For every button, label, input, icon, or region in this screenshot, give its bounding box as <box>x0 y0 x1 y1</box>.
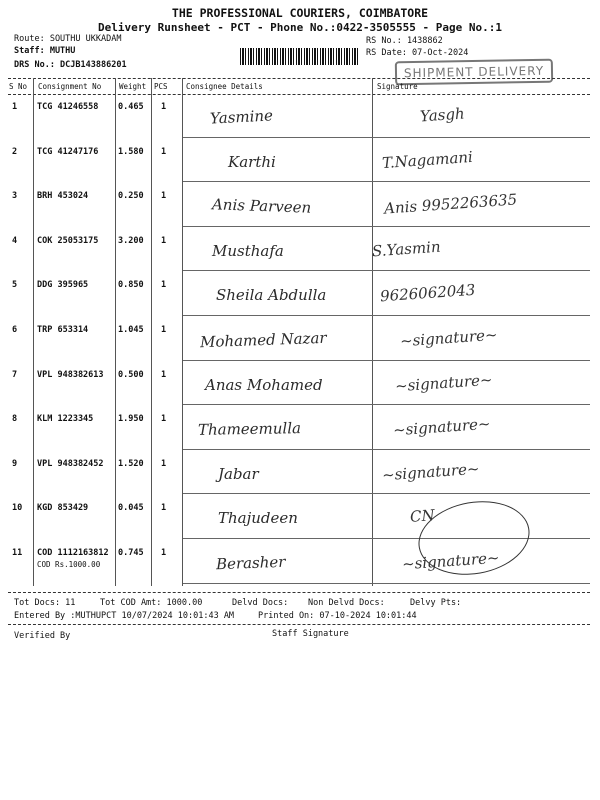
barcode <box>240 48 360 65</box>
col-divider <box>182 78 183 586</box>
consignee-name: Yasmine <box>209 106 274 128</box>
weight-value: 0.045 <box>118 503 144 514</box>
staff-label: Staff: MUTHU <box>14 46 76 56</box>
consignee-name: Mohamed Nazar <box>199 328 327 352</box>
footer-bottom-rule <box>8 624 590 625</box>
consignee-name: Anas Mohamed <box>205 375 323 394</box>
weight-value: 3.200 <box>118 235 144 246</box>
row-divider <box>183 449 590 450</box>
total-docs: Tot Docs: 11 <box>14 598 76 608</box>
pcs-value: 1 <box>161 102 167 112</box>
weight-value: 0.500 <box>118 369 144 380</box>
pcs-value: 1 <box>161 548 167 558</box>
row-sno: 11 <box>12 548 23 558</box>
col-signature: Signature <box>377 82 418 91</box>
row-sno: 5 <box>12 280 18 291</box>
row-divider <box>183 270 590 271</box>
signature: ~signature~ <box>381 459 481 485</box>
rs-date: RS Date: 07-Oct-2024 <box>366 48 469 58</box>
total-cod-amount: Tot COD Amt: 1000.00 <box>100 598 203 608</box>
consignment-number: COK 25053175 <box>37 235 99 246</box>
consignment-number: VPL 948382613 <box>37 369 104 380</box>
signature: S.Yasmin <box>371 237 442 261</box>
col-pcs: PCS <box>154 82 168 91</box>
col-weight: Weight <box>119 82 147 91</box>
col-consignment: Consignment No <box>38 82 102 91</box>
pcs-value: 1 <box>161 146 167 157</box>
weight-value: 0.250 <box>118 191 144 202</box>
pcs-value: 1 <box>161 280 167 291</box>
signature: Anis 9952263635 <box>383 190 518 218</box>
non-delivered-docs: Non Delvd Docs: <box>308 598 385 608</box>
weight-value: 1.520 <box>118 458 144 469</box>
consignee-name: Jabar <box>218 464 259 483</box>
row-divider <box>183 181 590 182</box>
row-sno: 1 <box>12 102 18 112</box>
staff-signature-label: Staff Signature <box>272 629 349 639</box>
consignee-name: Thameemulla <box>197 419 302 440</box>
pcs-value: 1 <box>161 191 167 202</box>
signature: CN <box>409 506 436 527</box>
pcs-value: 1 <box>161 458 167 469</box>
consignee-name: Berasher <box>215 552 286 574</box>
consignee-name: Musthafa <box>212 241 284 260</box>
runsheet-subtitle: Delivery Runsheet - PCT - Phone No.:0422-3505555 - Page No.:1 <box>98 21 502 34</box>
consignment-number: VPL 948382452 <box>37 458 104 469</box>
pcs-value: 1 <box>161 369 167 380</box>
row-divider <box>183 315 590 316</box>
row-sno: 4 <box>12 235 18 246</box>
consignee-name: Sheila Abdulla <box>216 286 327 305</box>
signature: 9626062043 <box>379 281 476 306</box>
weight-value: 1.950 <box>118 414 144 425</box>
col-consignee: Consignee Details <box>186 82 263 91</box>
signature: ~signature~ <box>399 325 499 351</box>
delivered-docs: Delvd Docs: <box>232 598 289 608</box>
entered-by: Entered By :MUTHUPCT 10/07/2024 10:01:43 AM <box>14 611 235 621</box>
col-divider <box>33 78 34 586</box>
consignee-name: Anis Parveen <box>211 195 312 217</box>
pcs-value: 1 <box>161 414 167 425</box>
delivery-stamp: SHIPMENT DELIVERY <box>395 59 553 86</box>
consignment-number: TRP 653314 <box>37 325 89 335</box>
signature: ~signature~ <box>392 414 492 440</box>
row-divider <box>183 404 590 405</box>
row-sno: 3 <box>12 191 18 202</box>
row-sno: 6 <box>12 325 18 335</box>
row-divider <box>183 226 590 227</box>
delivery-points: Delvy Pts: <box>410 598 462 608</box>
drs-number: DRS No.: DCJB143886201 <box>14 60 127 70</box>
weight-value: 0.850 <box>118 280 144 291</box>
weight-value: 0.745 <box>118 548 144 558</box>
row-divider <box>183 493 590 494</box>
row-sno: 10 <box>12 503 23 514</box>
consignment-number: DDG 395965 <box>37 280 89 291</box>
row-divider <box>183 360 590 361</box>
cod-amount: COD Rs.1000.00 <box>37 560 101 569</box>
col-divider <box>151 78 152 586</box>
verified-by: Verified By <box>14 631 71 641</box>
weight-value: 1.580 <box>118 146 144 157</box>
col-divider <box>115 78 116 586</box>
header-top-rule <box>8 78 590 79</box>
signature: Yasgh <box>419 104 466 126</box>
consignment-number: KGD 853429 <box>37 503 89 514</box>
pcs-value: 1 <box>161 325 167 335</box>
weight-value: 0.465 <box>118 102 144 112</box>
row-sno: 2 <box>12 146 18 157</box>
consignment-number: BRH 453024 <box>37 191 89 202</box>
row-divider <box>183 137 590 138</box>
col-divider <box>372 78 373 586</box>
weight-value: 1.045 <box>118 325 144 335</box>
consignment-number: TCG 41246558 <box>37 102 99 112</box>
pcs-value: 1 <box>161 235 167 246</box>
consignment-number: TCG 41247176 <box>37 146 99 157</box>
footer-top-rule <box>8 592 590 593</box>
signature: ~signature~ <box>401 548 501 574</box>
row-sno: 8 <box>12 414 18 425</box>
company-title: THE PROFESSIONAL COURIERS, COIMBATORE <box>171 6 429 20</box>
header-bottom-rule <box>8 94 590 95</box>
consignment-number: KLM 1223345 <box>37 414 94 425</box>
pcs-value: 1 <box>161 503 167 514</box>
row-sno: 9 <box>12 458 18 469</box>
row-sno: 7 <box>12 369 18 380</box>
consignee-name: Karthi <box>228 152 276 171</box>
route-label: Route: SOUTHU UKKADAM <box>14 34 122 44</box>
consignment-number: COD 1112163812 <box>37 548 109 558</box>
signature: ~signature~ <box>394 370 494 395</box>
col-sno: S No <box>9 82 28 91</box>
row-divider <box>183 583 590 584</box>
consignee-name: Thajudeen <box>218 509 298 528</box>
rs-number: RS No.: 1438862 <box>366 36 443 46</box>
printed-on: Printed On: 07-10-2024 10:01:44 <box>258 611 417 621</box>
signature: T.Nagamani <box>381 147 474 172</box>
